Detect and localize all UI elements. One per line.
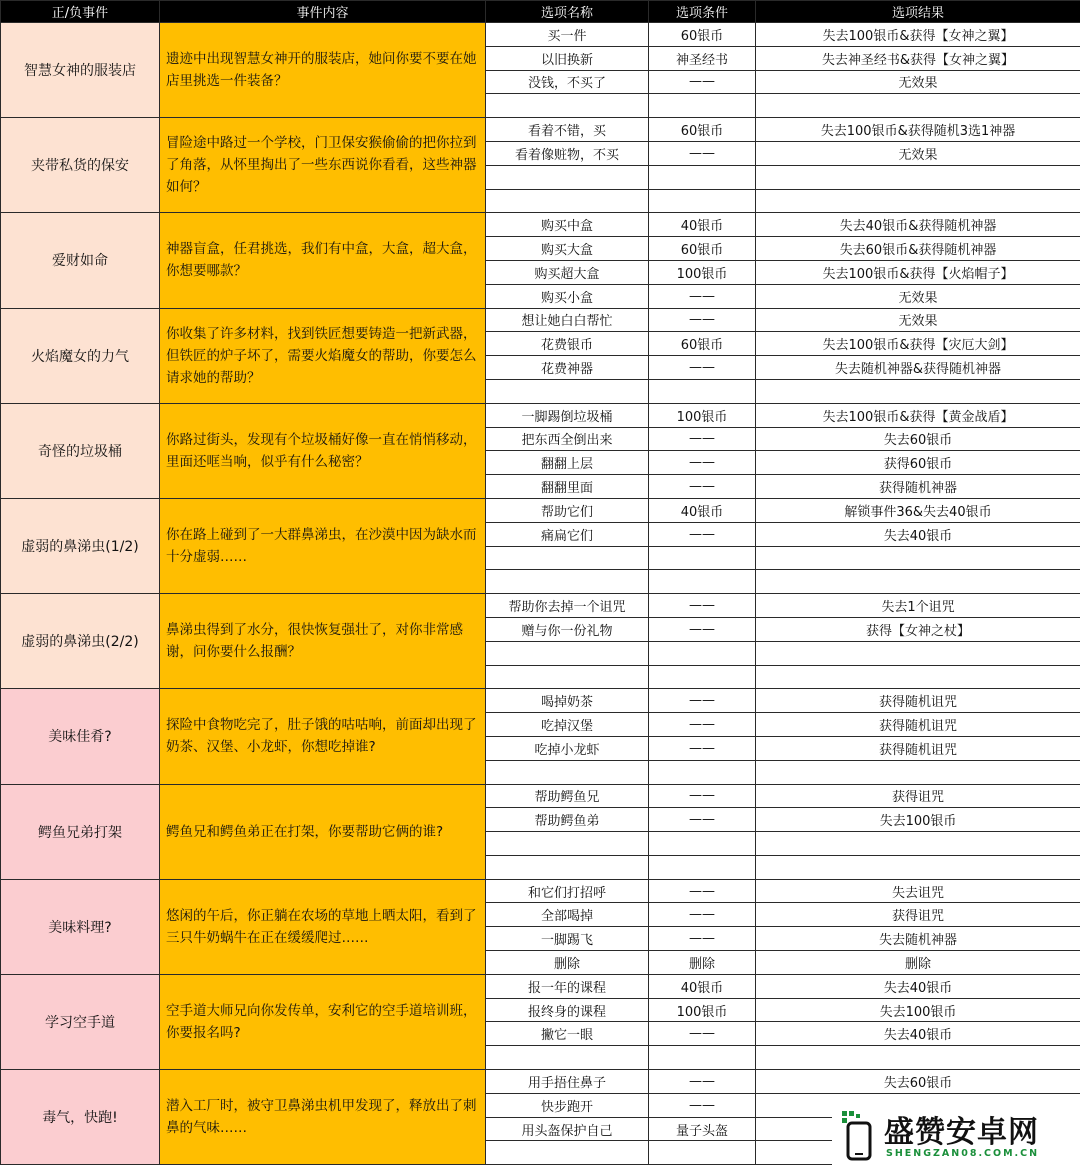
option-result [756,379,1080,403]
event-option-row [1,498,1080,522]
option-condition: —— [649,451,756,475]
option-result: 失去100银币 [756,808,1080,832]
event-name: 虚弱的鼻涕虫(1/2) [1,498,160,593]
option-condition [649,1141,756,1165]
option-condition: —— [649,617,756,641]
event-content: 你路过街头，发现有个垃圾桶好像一直在悄悄移动，里面还哐当响，似乎有什么秘密？ [160,403,486,498]
option-condition: —— [649,903,756,927]
event-content: 神器盲盒，任君挑选，我们有中盒，大盒，超大盒，你想要哪款？ [160,213,486,308]
event-option-row [1,879,1080,903]
option-condition: —— [649,1022,756,1046]
option-condition: —— [649,736,756,760]
option-result: 失去40银币 [756,974,1080,998]
option-name: 翻翻上层 [486,451,649,475]
option-condition [649,855,756,879]
option-name [486,1046,649,1070]
option-result: 失去40银币 [756,522,1080,546]
option-condition: —— [649,356,756,380]
option-name [486,641,649,665]
option-result: 失去100银币&获得【黄金战盾】 [756,403,1080,427]
option-condition [649,189,756,213]
event-content: 空手道大师兄向你发传单，安利它的空手道培训班，你要报名吗? [160,974,486,1069]
event-option-row [1,974,1080,998]
option-result [756,546,1080,570]
option-name [486,94,649,118]
option-result: 获得诅咒 [756,784,1080,808]
event-option-row [1,784,1080,808]
option-condition [649,641,756,665]
option-name: 撇它一眼 [486,1022,649,1046]
option-name: 看着像赃物，不买 [486,141,649,165]
option-name: 用手捂住鼻子 [486,1070,649,1094]
option-name: 翻翻里面 [486,475,649,499]
option-name: 吃掉汉堡 [486,713,649,737]
option-name: 帮助鳄鱼弟 [486,808,649,832]
option-name: 花费神器 [486,356,649,380]
header-option-condition: 选项条件 [649,1,756,23]
option-result: 失去随机神器&获得随机神器 [756,356,1080,380]
option-condition: 100银币 [649,260,756,284]
option-condition [649,570,756,594]
option-name: 帮助它们 [486,498,649,522]
event-option-row [1,118,1080,142]
option-name [486,760,649,784]
event-option-row [1,594,1080,618]
option-name: 删除 [486,951,649,975]
watermark-title: 盛赞安卓网 [884,1115,1039,1150]
option-condition: 40银币 [649,498,756,522]
event-option-row [1,23,1080,47]
event-name: 虚弱的鼻涕虫(2/2) [1,594,160,689]
option-name: 喝掉奶茶 [486,689,649,713]
option-name [486,189,649,213]
option-condition: —— [649,1093,756,1117]
header-event-type: 正/负事件 [1,1,160,23]
option-result: 获得诅咒 [756,903,1080,927]
option-name: 购买中盒 [486,213,649,237]
option-name: 购买超大盒 [486,260,649,284]
header-option-name: 选项名称 [486,1,649,23]
event-content: 鳄鱼兄和鳄鱼弟正在打架，你要帮助它俩的谁? [160,784,486,879]
option-name: 购买小盒 [486,284,649,308]
option-result: 无效果 [756,141,1080,165]
option-result: 失去60银币&获得随机神器 [756,237,1080,261]
option-result: 失去100银币&获得【火焰帽子】 [756,260,1080,284]
option-name: 帮助鳄鱼兄 [486,784,649,808]
event-content: 你收集了许多材料，找到铁匠想要铸造一把新武器，但铁匠的炉子坏了，需要火焰魔女的帮助，你要怎么请求她的帮助？ [160,308,486,403]
option-condition: —— [649,522,756,546]
option-name: 花费银币 [486,332,649,356]
option-name: 没钱，不买了 [486,70,649,94]
watermark-domain: SHENGZAN08.COM.CN [886,1148,1040,1159]
option-condition: 60银币 [649,332,756,356]
event-option-row [1,689,1080,713]
option-result [756,1046,1080,1070]
option-condition: —— [649,808,756,832]
option-name: 把东西全倒出来 [486,427,649,451]
option-result: 获得随机诅咒 [756,689,1080,713]
option-result [756,760,1080,784]
option-result: 无效果 [756,70,1080,94]
option-result: 失去神圣经书&获得【女神之翼】 [756,46,1080,70]
event-content: 你在路上碰到了一大群鼻涕虫，在沙漠中因为缺水而十分虚弱…… [160,498,486,593]
option-result: 失去60银币 [756,427,1080,451]
option-result: 失去60银币 [756,1070,1080,1094]
option-condition: —— [649,427,756,451]
option-condition: —— [649,689,756,713]
event-name: 夹带私货的保安 [1,118,160,213]
option-result: 失去40银币 [756,1022,1080,1046]
option-name [486,1141,649,1165]
option-condition: —— [649,141,756,165]
option-result [756,94,1080,118]
option-name: 看着不错，买 [486,118,649,142]
option-condition [649,379,756,403]
option-result: 获得60银币 [756,451,1080,475]
option-name: 快步跑开 [486,1093,649,1117]
option-name: 赠与你一份礼物 [486,617,649,641]
event-name: 爱财如命 [1,213,160,308]
option-name: 痛扁它们 [486,522,649,546]
option-result [756,189,1080,213]
option-condition: —— [649,475,756,499]
event-option-row [1,213,1080,237]
option-condition [649,546,756,570]
option-name: 吃掉小龙虾 [486,736,649,760]
option-condition: 40银币 [649,213,756,237]
event-name: 学习空手道 [1,974,160,1069]
option-condition [649,94,756,118]
option-name: 以旧换新 [486,46,649,70]
option-result: 解锁事件36&失去40银币 [756,498,1080,522]
option-condition: 神圣经书 [649,46,756,70]
option-condition: —— [649,713,756,737]
event-content: 遗迹中出现智慧女神开的服装店，她问你要不要在她店里挑选一件装备？ [160,23,486,118]
event-name: 美味料理? [1,879,160,974]
option-name: 和它们打招呼 [486,879,649,903]
option-condition [649,165,756,189]
option-result: 获得随机诅咒 [756,713,1080,737]
option-result: 失去100银币&获得【女神之翼】 [756,23,1080,47]
option-result: 无效果 [756,308,1080,332]
option-condition: —— [649,308,756,332]
option-condition: 删除 [649,951,756,975]
event-content: 潜入工厂时，被守卫鼻涕虫机甲发现了，释放出了刺鼻的气味…… [160,1070,486,1165]
option-name: 买一件 [486,23,649,47]
event-content: 悠闲的午后，你正躺在农场的草地上晒太阳，看到了三只牛奶蜗牛在正在缓缓爬过…… [160,879,486,974]
event-content: 探险中食物吃完了，肚子饿的咕咕响，前面却出现了奶茶、汉堡、小龙虾，你想吃掉谁? [160,689,486,784]
event-content: 鼻涕虫得到了水分，很快恢复强壮了，对你非常感谢，问你要什么报酬？ [160,594,486,689]
option-result: 失去1个诅咒 [756,594,1080,618]
option-condition [649,760,756,784]
option-result [756,665,1080,689]
option-result: 失去100银币&获得随机3选1神器 [756,118,1080,142]
option-condition [649,665,756,689]
option-condition: —— [649,879,756,903]
event-name: 火焰魔女的力气 [1,308,160,403]
option-condition [649,1046,756,1070]
option-condition: —— [649,284,756,308]
option-result: 获得【女神之杖】 [756,617,1080,641]
option-result [756,165,1080,189]
option-name: 报终身的课程 [486,998,649,1022]
event-option-row [1,403,1080,427]
phone-logo-icon [840,1109,874,1161]
option-condition: 40银币 [649,974,756,998]
option-result [756,832,1080,856]
option-result: 失去100银币&获得【灾厄大剑】 [756,332,1080,356]
header-row [1,1,1080,23]
event-option-row [1,1070,1080,1094]
header-option-result: 选项结果 [756,1,1080,23]
option-name: 想让她白白帮忙 [486,308,649,332]
option-result [756,570,1080,594]
header-event-content: 事件内容 [160,1,486,23]
option-result [756,641,1080,665]
watermark [832,1101,1080,1167]
event-name: 智慧女神的服装店 [1,23,160,118]
option-name: 用头盔保护自己 [486,1117,649,1141]
event-name: 美味佳肴? [1,689,160,784]
event-option-row [1,308,1080,332]
option-condition [649,832,756,856]
option-condition: 60银币 [649,23,756,47]
option-name [486,855,649,879]
option-condition: —— [649,1070,756,1094]
event-name: 毒气，快跑! [1,1070,160,1165]
option-condition: —— [649,70,756,94]
option-condition: —— [649,784,756,808]
option-result [756,855,1080,879]
option-result: 失去100银币 [756,998,1080,1022]
option-condition: 100银币 [649,998,756,1022]
option-result: 失去随机神器 [756,927,1080,951]
option-name: 报一年的课程 [486,974,649,998]
option-result: 无效果 [756,284,1080,308]
option-name: 帮助你去掉一个诅咒 [486,594,649,618]
option-result: 获得随机神器 [756,475,1080,499]
event-name: 奇怪的垃圾桶 [1,403,160,498]
option-name [486,570,649,594]
option-condition: —— [649,594,756,618]
option-condition: 60银币 [649,118,756,142]
option-name [486,379,649,403]
option-condition: 量子头盔 [649,1117,756,1141]
option-name: 全部喝掉 [486,903,649,927]
option-name [486,832,649,856]
option-condition: 100银币 [649,403,756,427]
option-condition: 60银币 [649,237,756,261]
event-name: 鳄鱼兄弟打架 [1,784,160,879]
option-result: 失去诅咒 [756,879,1080,903]
option-name: 购买大盒 [486,237,649,261]
option-name [486,665,649,689]
event-content: 冒险途中路过一个学校，门卫保安猴偷偷的把你拉到了角落，从怀里掏出了一些东西说你看看，这些神器如何？ [160,118,486,213]
option-result: 获得随机诅咒 [756,736,1080,760]
option-name [486,165,649,189]
option-name [486,546,649,570]
option-name: 一脚踢飞 [486,927,649,951]
option-result: 删除 [756,951,1080,975]
option-result: 失去40银币&获得随机神器 [756,213,1080,237]
option-condition: —— [649,927,756,951]
option-name: 一脚踢倒垃圾桶 [486,403,649,427]
